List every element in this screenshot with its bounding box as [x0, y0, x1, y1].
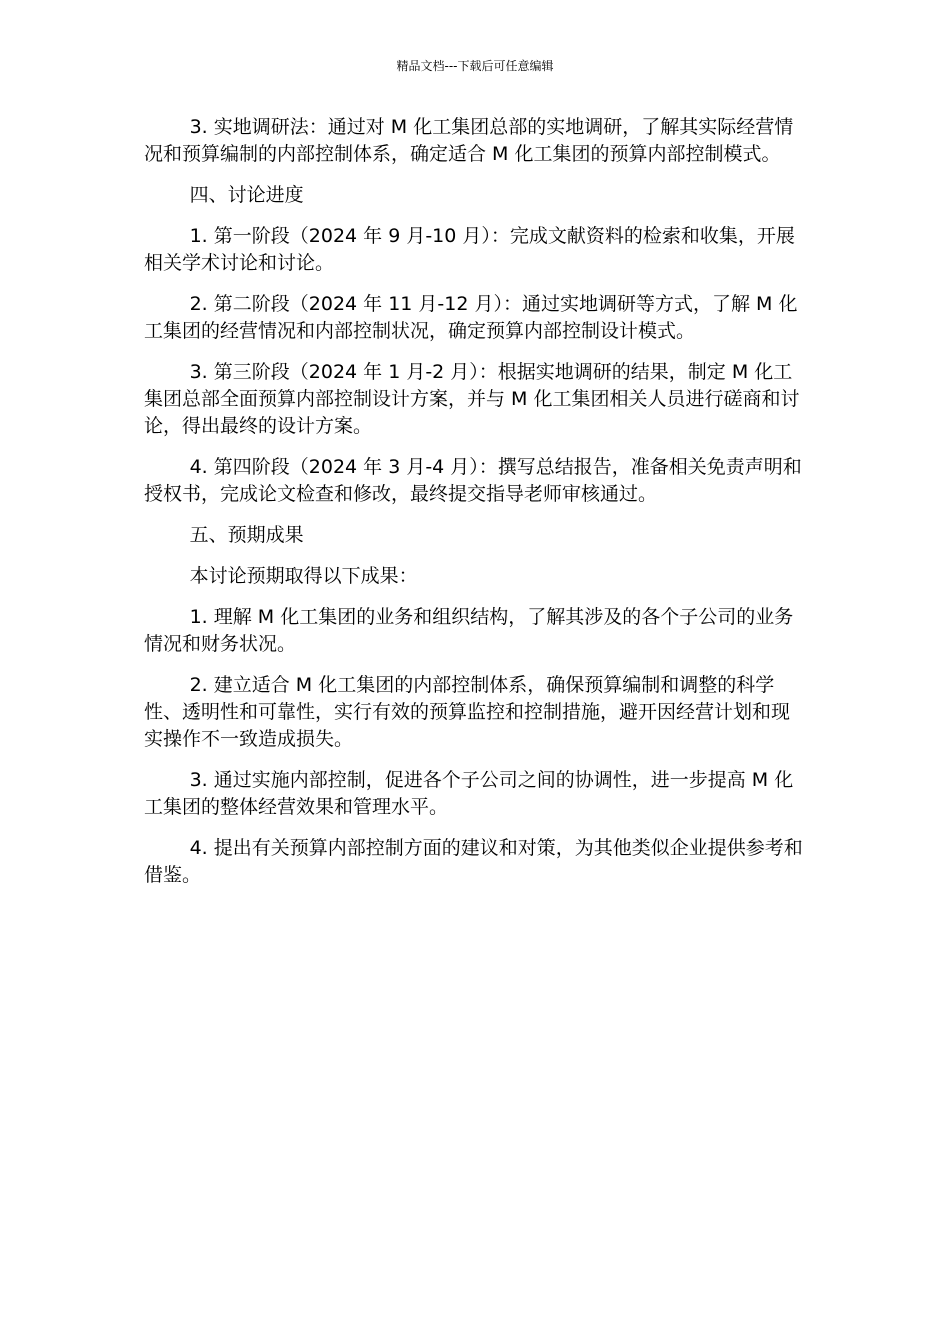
page-header: 精品文档---下载后可任意编辑	[396, 59, 554, 73]
results-intro: 本讨论预期取得以下成果：	[189, 565, 418, 587]
document-body	[144, 114, 806, 903]
progress-stage-4: 4. 第四阶段（2024 年 3 月-4 月）：撰写总结报告，准备相关免责声明和授权书，完成论文检查和修改，最终提交指导老师审核通过。	[144, 456, 802, 505]
result-item-3: 3. 通过实施内部控制，促进各个子公司之间的协调性，进一步提高 M 化工集团的整体经营效果和管理水平。	[144, 769, 794, 818]
result-item-4: 4. 提出有关预算内部控制方面的建议和对策，为其他类似企业提供参考和借鉴。	[144, 837, 803, 886]
result-item-2: 2. 建立适合 M 化工集团的内部控制体系，确保预算编制和调整的科学性、透明性和可靠性，实行有效的预算监控和控制措施，避开因经营计划和现实操作不一致造成损失。	[144, 674, 791, 750]
section-heading-progress: 四、讨论进度	[189, 184, 304, 206]
progress-stage-1: 1. 第一阶段（2024 年 9 月-10 月）：完成文献资料的检索和收集，开展相关学术讨论和讨论。	[144, 225, 795, 274]
section-heading-expected-results: 五、预期成果	[189, 524, 304, 546]
progress-stage-2: 2. 第二阶段（2024 年 11 月-12 月）：通过实地调研等方式，了解 M 化工集团的经营情况和内部控制状况，确定预算内部控制设计模式。	[144, 293, 798, 342]
progress-stage-3: 3. 第三阶段（2024 年 1 月-2 月）：根据实地调研的结果，制定 M 化工集团总部全面预算内部控制设计方案，并与 M 化工集团相关人员进行磋商和讨论，得出最终的设计方案。	[144, 361, 800, 437]
method-item-3: 3. 实地调研法：通过对 M 化工集团总部的实地调研，了解其实际经营情况和预算编制的内部控制体系，确定适合 M 化工集团的预算内部控制模式。	[144, 116, 794, 165]
result-item-1: 1. 理解 M 化工集团的业务和组织结构，了解其涉及的各个子公司的业务情况和财务状况。	[144, 606, 794, 655]
